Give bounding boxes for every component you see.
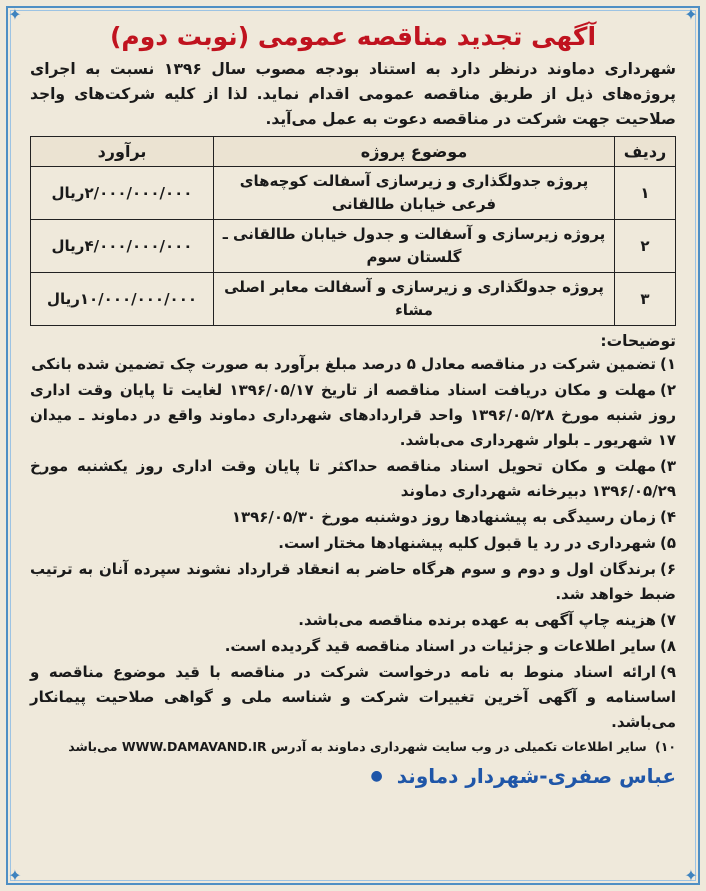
row-number: ۳ [615,273,676,326]
note-text: سایر اطلاعات تکمیلی در وب سایت شهرداری دماوند به آدرس [271,739,647,754]
note-item [30,608,676,633]
projects-table [30,136,676,326]
note-text: مهلت و مکان دریافت اسناد مناقصه از تاریخ ۱۳۹۶/۰۵/۱۷ لغایت تا پایان وقت اداری روز شنبه مورخ ۱۳۹۶/۰۵/۲۸ واحد قراردادهای شهرداری دماوند واقع در دماوند ـ میدان ۱۷ شهریور ـ بلوار شهرداری می‌باشد. [30,381,676,449]
note-number: ۸) [659,637,676,655]
note-item [30,557,676,607]
note-text: سایر اطلاعات و جزئیات در اسناد مناقصه قید گردیده است. [224,637,656,655]
note-item [30,454,676,504]
note-item [30,352,676,377]
table-row [31,220,676,273]
row-number: ۱ [615,167,676,220]
table-row [31,273,676,326]
corner-ornament-icon: ✦ [8,5,22,24]
note-text: شهرداری در رد یا قبول کلیه پیشنهادها مختار است. [278,534,656,552]
signature-row [30,764,676,788]
note-text: مهلت و مکان تحویل اسناد مناقصه حداکثر تا پایان وقت اداری روز یکشنبه مورخ ۱۳۹۶/۰۵/۲۹ دبیرخانه شهرداری دماوند [30,457,676,500]
note-number: ۳) [659,457,676,475]
header-subject: موضوع پروژه [214,137,615,167]
note-text-suffix: می‌باشد [68,739,118,754]
note-text: برندگان اول و دوم و سوم هرگاه حاضر به انعقاد قرارداد نشوند سپرده آنان به ترتیب ضبط خواهد شد. [30,560,676,603]
note-text: زمان رسیدگی به پیشنهادها روز دوشنبه مورخ ۱۳۹۶/۰۵/۳۰ [231,508,656,526]
row-estimate: ۱۰/۰۰۰/۰۰۰/۰۰۰ریال [31,273,214,326]
note-item [30,531,676,556]
note-number: ۱) [659,355,676,373]
row-estimate: ۲/۰۰۰/۰۰۰/۰۰۰ریال [31,167,214,220]
note-item [30,736,676,758]
note-number: ۷) [659,611,676,629]
notice-frame [6,6,700,885]
header-estimate: برآورد [31,137,214,167]
note-item [30,660,676,735]
notice-intro: شهرداری دماوند درنظر دارد به استناد بودجه مصوب سال ۱۳۹۶ نسبت به اجرای پروژه‌های ذیل از طریق مناقصه عمومی اقدام نماید. لذا از کلیه شرکت‌های واجد صلاحیت جهت شرکت در مناقصه دعوت به عمل می‌آید. [30,60,676,128]
note-number: ۲) [659,381,676,399]
note-item [30,378,676,453]
row-subject: پروژه جدولگذاری و زیرسازی و آسفالت معابر اصلی مشاء [214,273,615,326]
header-row-number: ردیف [615,137,676,167]
note-number: ۱۰) [655,739,676,754]
row-number: ۲ [615,220,676,273]
notes-list [30,352,676,758]
corner-ornament-icon: ✦ [684,5,698,24]
note-number: ۵) [659,534,676,552]
notes-label: توضیحات: [600,332,676,350]
table-row [31,167,676,220]
website-link[interactable]: WWW.DAMAVAND.IR [121,739,267,754]
note-text: هزینه چاپ آگهی به عهده برنده مناقصه می‌باشد. [298,611,656,629]
row-estimate: ۴/۰۰۰/۰۰۰/۰۰۰ریال [31,220,214,273]
corner-ornament-icon: ✦ [8,866,22,885]
signature: عباس صفری-شهردار دماوند [396,764,676,788]
note-text: ارائه اسناد منوط به نامه درخواست شرکت در مناقصه با قید موضوع مناقصه و اساسنامه و آگهی آخرین تغییرات شرکت و شناسه ملی و گواهی صلاحیت پیمانکار می‌باشد. [30,663,676,731]
row-subject: پروژه جدولگذاری و زیرسازی آسفالت کوچه‌های فرعی خیابان طالقانی [214,167,615,220]
note-number: ۹) [659,663,676,681]
row-subject: پروژه زیرسازی و آسفالت و جدول خیابان طالقانی ـ گلستان سوم [214,220,615,273]
note-item [30,505,676,530]
note-text: تضمین شرکت در مناقصه معادل ۵ درصد مبلغ برآورد به صورت چک تضمین شده بانکی [31,355,656,373]
note-item [30,634,676,659]
note-number: ۴) [659,508,676,526]
note-number: ۶) [659,560,676,578]
notice-title: آگهی تجدید مناقصه عمومی (نوبت دوم) [109,22,597,51]
bullet-icon: ● [370,768,383,784]
table-header-row [31,137,676,167]
corner-ornament-icon: ✦ [684,866,698,885]
